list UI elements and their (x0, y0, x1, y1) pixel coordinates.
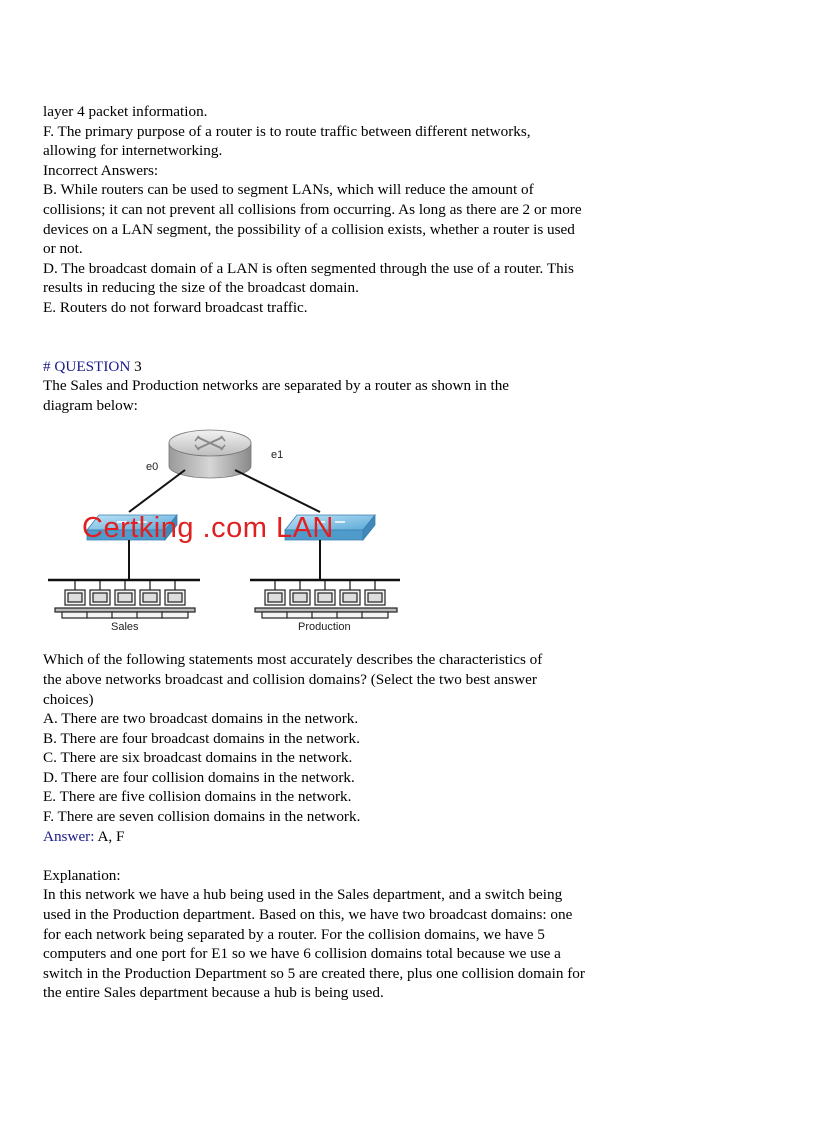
production-computers (255, 580, 397, 618)
answer-value: A, F (97, 827, 125, 845)
question-stem: diagram below: (43, 396, 138, 414)
text-line: E. Routers do not forward broadcast traffic. (43, 298, 308, 316)
text-line: F. The primary purpose of a router is to route traffic between different networks, (43, 122, 531, 140)
explanation-line: computers and one port for E1 so we have 6 collision domains total because we use a (43, 945, 561, 963)
question-heading (43, 357, 643, 377)
text-line: D. The broadcast domain of a LAN is often segmented through the use of a router. This (43, 259, 574, 277)
explanation-line: for each network being separated by a router. For the collision domains, we have 5 (43, 925, 545, 943)
network-diagram (45, 420, 405, 648)
watermark-text: Certking .com LAN (82, 512, 334, 545)
question-prompt: the above networks broadcast and collision domains? (Select the two best answer (43, 670, 537, 688)
explanation-line: the entire Sales department because a hub is being used. (43, 984, 384, 1002)
port-label-e0: e0 (146, 461, 159, 474)
explanation-line: used in the Production department. Based on this, we have two broadcast domains: one (43, 906, 573, 924)
text-line: layer 4 packet information. (43, 103, 208, 120)
text-line: B. While routers can be used to segment LANs, which will reduce the amount of (43, 181, 534, 199)
sales-computers (55, 580, 195, 618)
port-label-e1: e1 (271, 449, 284, 462)
text-line: allowing for internetworking. (43, 142, 223, 160)
question-stem: The Sales and Production networks are separated by a router as shown in the (43, 377, 510, 395)
question-prompt: choices) (43, 690, 94, 708)
text-line: collisions; it can not prevent all collisions from occurring. As long as there are 2 or more (43, 200, 582, 218)
question-prompt: Which of the following statements most accurately describes the characteristics of (43, 651, 543, 669)
document-page (43, 102, 643, 1003)
option-e: E. There are five collision domains in the network. (43, 788, 352, 806)
question-heading-prefix: # QUESTION (43, 357, 131, 375)
explanation-line: In this network we have a hub being used in the Sales department, and a switch being (43, 886, 563, 904)
option-a: A. There are two broadcast domains in the network. (43, 710, 359, 728)
answer-line (43, 827, 643, 847)
option-b: B. There are four broadcast domains in the network. (43, 729, 360, 747)
sales-label: Sales (111, 621, 139, 634)
explanation-label: Explanation: (43, 866, 121, 884)
option-f: F. There are seven collision domains in the network. (43, 808, 361, 826)
option-c: C. There are six broadcast domains in the network. (43, 749, 353, 767)
production-label: Production (298, 621, 351, 634)
text-line: results in reducing the size of the broadcast domain. (43, 279, 359, 297)
explanation-line: switch in the Production Department so 5 are created there, plus one collision domain for (43, 964, 585, 982)
text-line: or not. (43, 240, 83, 258)
text-line: devices on a LAN segment, the possibility of a collision exists, whether a router is used (43, 220, 575, 238)
previous-explanation (43, 102, 643, 318)
question-number: 3 (134, 357, 142, 375)
option-d: D. There are four collision domains in the network. (43, 768, 355, 786)
answer-label: Answer: (43, 827, 95, 845)
text-line: Incorrect Answers: (43, 161, 159, 179)
